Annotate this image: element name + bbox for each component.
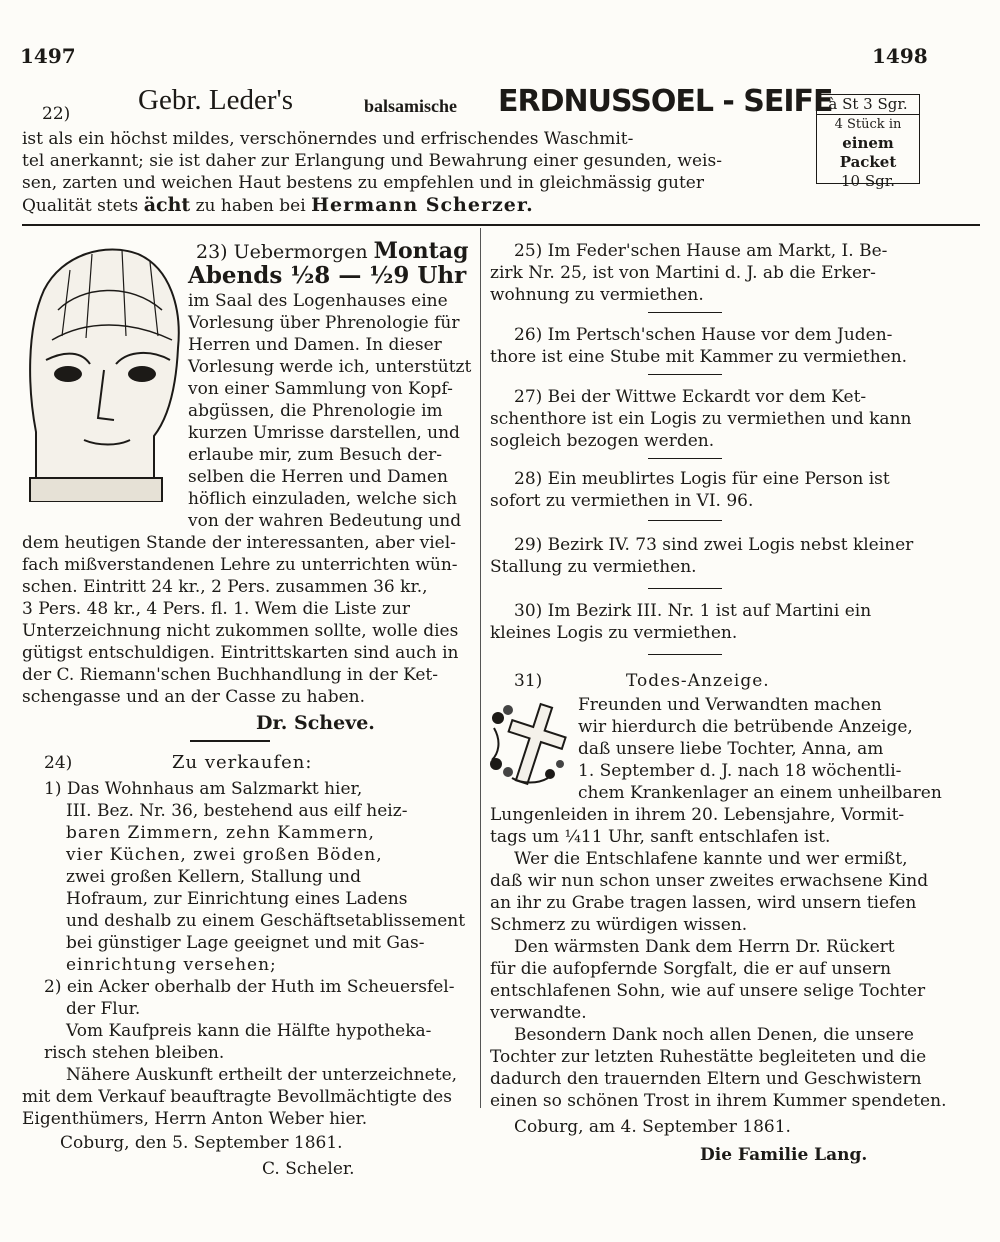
ad-31-line: 1. September d. J. nach 18 wöchentli- xyxy=(578,761,902,781)
ad-31-line: verwandte. xyxy=(490,1003,587,1023)
price-box-line: einem Packet xyxy=(839,134,897,171)
ad-23-line: kurzen Umrisse darstellen, und xyxy=(188,423,460,443)
ad-24-number: 24) xyxy=(44,753,73,773)
separator-rule xyxy=(648,588,722,589)
ad-31-number: 31) xyxy=(514,671,543,691)
ad-31-line: Lungenleiden in ihrem 20. Lebensjahre, Vormit- xyxy=(490,805,905,825)
ad-23-line: gütigst entschuldigen. Eintrittskarten sind auch in xyxy=(22,643,459,663)
ad-22-text: zu haben bei xyxy=(195,196,306,216)
ad-24-line: 1) Das Wohnhaus am Salzmarkt hier, xyxy=(44,779,363,799)
ad-24-line: risch stehen bleiben. xyxy=(44,1043,225,1063)
price-box-line: à St 3 Sgr. xyxy=(817,95,919,115)
ad-24-place-date: Coburg, den 5. September 1861. xyxy=(60,1133,343,1153)
ad-29-line: 29) Bezirk IV. 73 sind zwei Logis nebst kleiner xyxy=(514,535,914,555)
ad-23-line: 3 Pers. 48 kr., 4 Pers. fl. 1. Wem die Liste zur xyxy=(22,599,411,619)
ad-22-product: ERDNUSSOEL - SEIFE xyxy=(498,84,833,119)
price-box xyxy=(816,94,920,190)
ad-24-line: einrichtung versehen; xyxy=(66,955,277,975)
ad-23-line: Vorlesung werde ich, unterstützt xyxy=(188,357,472,377)
ad-31-line: wir hierdurch die betrübende Anzeige, xyxy=(578,717,913,737)
ad-22-text: Qualität stets xyxy=(22,196,139,216)
ad-31-line: einen so schönen Trost in ihrem Kummer spendeten. xyxy=(490,1091,947,1111)
ad-24-line: der Flur. xyxy=(66,999,141,1019)
ad-24-line: baren Zimmern, zehn Kammern, xyxy=(66,823,375,843)
ad-24-line: Vom Kaufpreis kann die Hälfte hypotheka- xyxy=(66,1021,432,1041)
ad-25-line: wohnung zu vermiethen. xyxy=(490,285,704,305)
ad-22-number: 22) xyxy=(42,104,71,124)
ad-23-line: im Saal des Logenhauses eine xyxy=(188,291,448,311)
ad-25-line: zirk Nr. 25, ist von Martini d. J. ab die Erker- xyxy=(490,263,876,283)
ad-23-line: fach mißverstandenen Lehre zu unterrichten wün- xyxy=(22,555,458,575)
ad-26-line: 26) Im Pertsch'schen Hause vor dem Juden- xyxy=(514,325,893,345)
ad-31-heading: Todes-Anzeige. xyxy=(626,671,770,691)
ad-24-line: Nähere Auskunft ertheilt der unterzeichnete, xyxy=(66,1065,458,1085)
ad-31-line: daß unsere liebe Tochter, Anna, am xyxy=(578,739,884,759)
ad-31-line: Den wärmsten Dank dem Herrn Dr. Rückert xyxy=(514,937,895,957)
ad-23-line: schengasse und an der Casse zu haben. xyxy=(22,687,366,707)
page-number-left: 1497 xyxy=(20,44,76,68)
ad-23-line: von der wahren Bedeutung und xyxy=(188,511,462,531)
ad-23-line: Unterzeichnung nicht zukommen sollte, wolle dies xyxy=(22,621,459,641)
ad-23-line: selben die Herren und Damen xyxy=(188,467,448,487)
ad-23-head-line-1 xyxy=(196,240,468,264)
ad-22-seller: Hermann Scherzer. xyxy=(311,194,534,216)
ad-28-line: sofort zu vermiethen in VI. 96. xyxy=(490,491,754,511)
ad-31-line: für die aufopfernde Sorgfalt, die er auf unsern xyxy=(490,959,892,979)
ad-23-line: höflich einzuladen, welche sich xyxy=(188,489,458,509)
ad-28-line: 28) Ein meublirtes Logis für eine Person ist xyxy=(514,469,890,489)
ad-22-line: sen, zarten und weichen Haut bestens zu empfehlen und in gleichmässig guter xyxy=(22,173,704,193)
ad-23-line: abgüssen, die Phrenologie im xyxy=(188,401,443,421)
ad-23-line: Vorlesung über Phrenologie für xyxy=(188,313,460,333)
ad-22-last-line xyxy=(22,194,534,218)
separator-rule xyxy=(648,312,722,313)
ad-23-head1-bold: Montag xyxy=(373,238,469,264)
separator-rule xyxy=(648,458,722,459)
price-box-line: 10 Sgr. xyxy=(840,172,896,190)
ad-22-adjective: balsamische xyxy=(364,96,458,116)
ad-31-line: dadurch den trauernden Eltern und Geschwistern xyxy=(490,1069,922,1089)
price-box-line: 4 Stück in xyxy=(834,117,902,132)
ad-22-acht: ächt xyxy=(143,194,191,216)
ad-31-line: entschlafenen Sohn, wie auf unsere selige Tochter xyxy=(490,981,926,1001)
ad-27-line: schenthore ist ein Logis zu vermiethen und kann xyxy=(490,409,912,429)
ad-23-line: dem heutigen Stande der interessanten, aber viel- xyxy=(22,533,456,553)
ad-22-line: ist als ein höchst mildes, verschönerndes und erfrischendes Waschmit- xyxy=(22,129,634,149)
memorial-cross-icon xyxy=(488,698,570,790)
ad-24-line: bei günstiger Lage geeignet und mit Gas- xyxy=(66,933,425,953)
ad-30-line: 30) Im Bezirk III. Nr. 1 ist auf Martini ein xyxy=(514,601,872,621)
ad-31-line: Schmerz zu würdigen wissen. xyxy=(490,915,748,935)
ad-31-line: Besondern Dank noch allen Denen, die unsere xyxy=(514,1025,914,1045)
ad-31-line: chem Krankenlager an einem unheilbaren xyxy=(578,783,942,803)
ad-31-line: Freunden und Verwandten machen xyxy=(578,695,882,715)
ad-23-head1: Uebermorgen xyxy=(233,241,368,263)
ad-23-number: 23) xyxy=(196,241,228,263)
ad-26-line: thore ist eine Stube mit Kammer zu vermiethen. xyxy=(490,347,908,367)
ad-31-line: an ihr zu Grabe tragen lassen, wird unsern tiefen xyxy=(490,893,917,913)
ad-31-line: Tochter zur letzten Ruhestätte begleiteten und die xyxy=(490,1047,927,1067)
separator-rule xyxy=(648,520,722,521)
page-number-right: 1498 xyxy=(872,44,928,68)
ad-31-line: Wer die Entschlafene kannte und wer ermißt, xyxy=(514,849,908,869)
ad-23-head2: Abends ½8 — ½9 Uhr xyxy=(188,262,467,289)
separator-rule xyxy=(648,374,722,375)
ad-31-place-date: Coburg, am 4. September 1861. xyxy=(514,1117,791,1137)
ad-27-line: 27) Bei der Wittwe Eckardt vor dem Ket- xyxy=(514,387,867,407)
ad-24-line: vier Küchen, zwei großen Böden, xyxy=(66,845,383,865)
ad-23-line: erlaube mir, zum Besuch der- xyxy=(188,445,443,465)
phrenology-head-icon xyxy=(22,240,184,502)
separator-rule xyxy=(648,654,722,655)
ad-24-heading: Zu verkaufen: xyxy=(172,752,313,773)
ad-24-line: und deshalb zu einem Geschäftsetablissement xyxy=(66,911,466,931)
ad-22-line: tel anerkannt; sie ist daher zur Erlangung und Bewahrung einer gesunden, weis- xyxy=(22,151,722,171)
ad-24-line: Hofraum, zur Einrichtung eines Ladens xyxy=(66,889,408,909)
ad-24-signature: C. Scheler. xyxy=(262,1159,355,1179)
ad-22-brand: Gebr. Leder's xyxy=(138,84,293,116)
ad-23-line: Herren und Damen. In dieser xyxy=(188,335,442,355)
top-rule xyxy=(22,224,980,226)
ad-29-line: Stallung zu vermiethen. xyxy=(490,557,697,577)
ad-24-line: Eigenthümers, Herrn Anton Weber hier. xyxy=(22,1109,368,1129)
ad-31-line: daß wir nun schon unser zweites erwachsene Kind xyxy=(490,871,929,891)
separator-rule xyxy=(190,740,270,742)
ad-24-line: III. Bez. Nr. 36, bestehend aus eilf heiz- xyxy=(66,801,408,821)
ad-24-line: mit dem Verkauf beauftragte Bevollmächtigte des xyxy=(22,1087,452,1107)
ad-31-signature: Die Familie Lang. xyxy=(700,1145,868,1165)
column-divider xyxy=(480,228,481,1108)
ad-30-line: kleines Logis zu vermiethen. xyxy=(490,623,738,643)
ad-31-line: tags um ¼11 Uhr, sanft entschlafen ist. xyxy=(490,827,831,847)
ad-24-line: 2) ein Acker oberhalb der Huth im Scheuersfel- xyxy=(44,977,455,997)
ad-27-line: sogleich bezogen werden. xyxy=(490,431,715,451)
ad-24-line: zwei großen Kellern, Stallung und xyxy=(66,867,361,887)
ad-23-line: von einer Sammlung von Kopf- xyxy=(188,379,453,399)
ad-23-signature: Dr. Scheve. xyxy=(256,712,375,734)
ad-23-line: schen. Eintritt 24 kr., 2 Pers. zusammen 36 kr., xyxy=(22,577,428,597)
ad-25-line: 25) Im Feder'schen Hause am Markt, I. Be- xyxy=(514,241,888,261)
ad-23-line: der C. Riemann'schen Buchhandlung in der Ket- xyxy=(22,665,439,685)
